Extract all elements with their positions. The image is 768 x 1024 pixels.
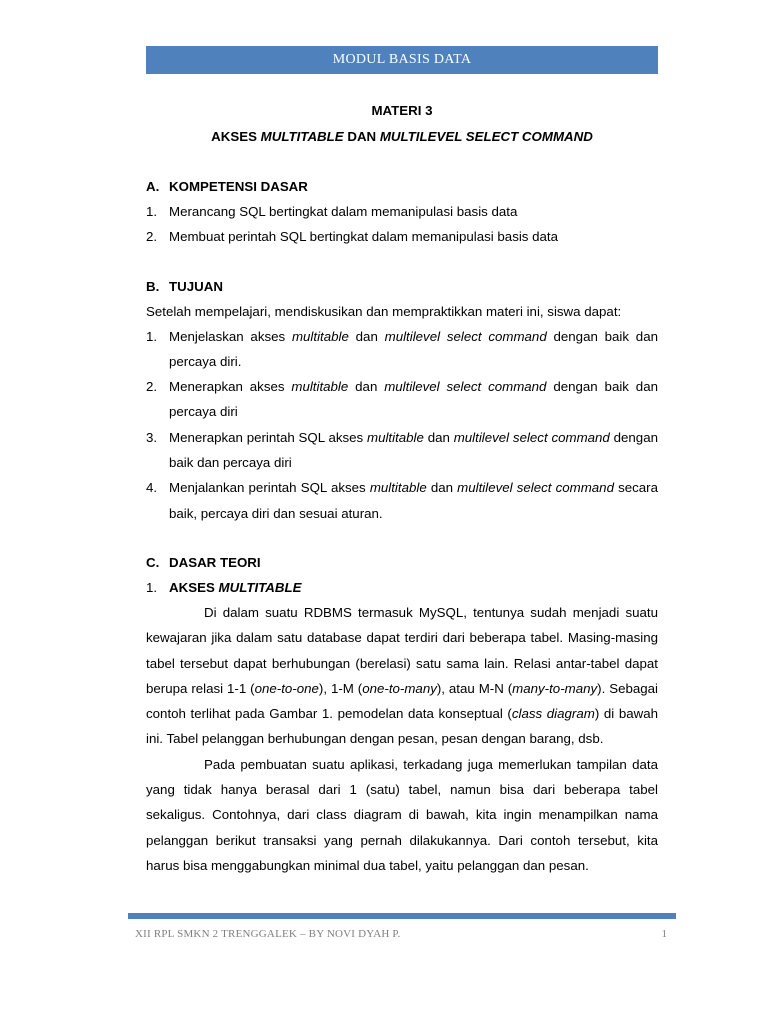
section-a-heading: A. KOMPETENSI DASAR bbox=[146, 179, 308, 194]
list-item: 1. Merancang SQL bertingkat dalam memanipulasi basis data bbox=[146, 204, 518, 219]
spacer bbox=[146, 150, 658, 174]
materi-title: MATERI 3 bbox=[371, 103, 433, 118]
page-content bbox=[146, 98, 658, 878]
tujuan-list bbox=[146, 324, 658, 526]
paragraph-rdbms: Di dalam suatu RDBMS termasuk MySQL, tentunya sudah menjadi suatu kewajaran jika dalam satu database dapat terdiri dari beberapa tabel. Masing-masing tabel tersebut dapat berhubungan (berelasi) satu sama lain. Relasi antar-tabel dapat berupa relasi 1-1 (one-to-one), 1-M (one-to-many), atau M-N (many-to-many). Sebagai contoh terlihat pada Gambar 1. pemodelan data konseptual (class diagram) di bawah ini. Tabel pelanggan berhubungan dengan pesan, pesan dengan barang, dsb. bbox=[146, 604, 658, 747]
subsection-akses-multitable: 1. AKSES MULTITABLE bbox=[146, 579, 302, 595]
spacer bbox=[146, 250, 658, 274]
list-item: 1. Menjelaskan akses multitable dan multilevel select command dengan baik dan percaya diri. bbox=[146, 328, 658, 369]
list-item: 2. Menerapkan akses multitable dan multilevel select command dengan baik dan percaya diri bbox=[146, 379, 658, 420]
tujuan-intro: Setelah mempelajari, mendiskusikan dan mempraktikkan materi ini, siswa dapat: bbox=[146, 303, 622, 319]
list-item: 4. Menjalankan perintah SQL akses multitable dan multilevel select command secara baik, percaya diri dan sesuai aturan. bbox=[146, 480, 659, 521]
spacer bbox=[146, 526, 658, 550]
section-b-heading: B. TUJUAN bbox=[146, 278, 223, 294]
header-title: MODUL BASIS DATA bbox=[332, 52, 472, 67]
paragraph-aplikasi: Pada pembuatan suatu aplikasi, terkadang juga memerlukan tampilan data yang tidak hanya berasal dari 1 (satu) tabel, namun bisa dari beberapa tabel sekaligus. Contohnya, dari class diagram di bawah, kita ingin menampilkan nama pelanggan berikut transaksi yang pernah dilakukannya. Dari contoh tersebut, kita harus bisa menggabungkan minimal dua tabel, yaitu pelanggan dan pesan. bbox=[146, 756, 658, 873]
footer-bar bbox=[128, 913, 676, 919]
section-c-heading: C. DASAR TEORI bbox=[146, 554, 261, 570]
footer-credit: XII RPL SMKN 2 TRENGGALEK – BY NOVI DYAH P. bbox=[135, 928, 401, 940]
list-item: 3. Menerapkan perintah SQL akses multitable dan multilevel select command dengan baik dan percaya diri bbox=[146, 429, 658, 471]
header-bar bbox=[146, 46, 658, 74]
page-number: 1 bbox=[661, 928, 667, 940]
kompetensi-list bbox=[146, 199, 658, 250]
materi-subtitle: AKSES MULTITABLE DAN MULTILEVEL SELECT COMMAND bbox=[211, 129, 593, 144]
list-item: 2. Membuat perintah SQL bertingkat dalam memanipulasi basis data bbox=[146, 229, 559, 245]
